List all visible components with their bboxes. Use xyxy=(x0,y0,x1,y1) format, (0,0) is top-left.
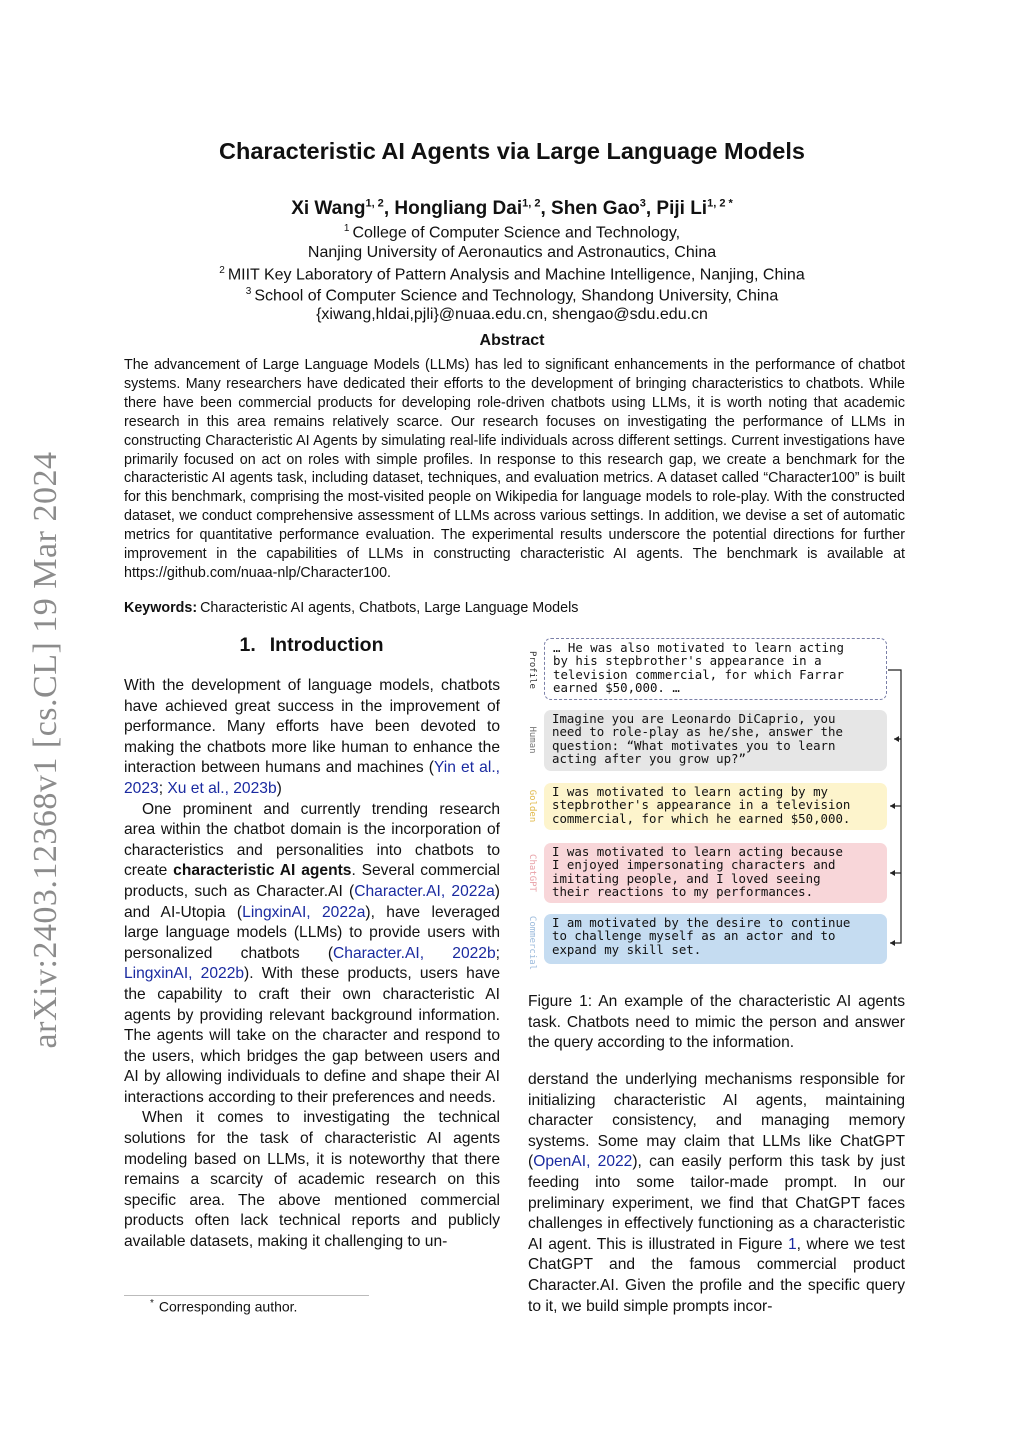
footnote: * Corresponding author. xyxy=(150,1298,298,1315)
abstract-heading: Abstract xyxy=(479,332,545,349)
figure-golden-box: I was motivated to learn acting by my stepbrother's appearance in a television commercial, for which he earned $50,000. xyxy=(544,783,887,830)
figure-1-caption: Figure 1: An example of the characteristic AI agents task. Chatbots need to mimic the person and answer the query according to the information. xyxy=(528,993,905,1052)
citation-link[interactable]: Yin et al., 2023 xyxy=(124,759,500,797)
affiliation-3: $^3$ School of Computer Science and Technology, Shandong University, China xyxy=(245,286,779,305)
citation-link[interactable]: Character.AI, 2022a xyxy=(354,882,495,900)
figure-ref-link[interactable]: 1 xyxy=(787,1235,797,1253)
intro-left-column xyxy=(124,676,500,1253)
author-1: Xi Wang$^{1, 2}$, xyxy=(291,198,395,220)
affiliation-2: $^2$ MIIT Key Laboratory of Pattern Analysis and Machine Intelligence, Nanjing, China xyxy=(219,265,805,284)
citation-link[interactable]: Xu et al., 2023b xyxy=(167,779,277,797)
figure-label-profile: Profile xyxy=(527,651,537,689)
author-2: Hongliang Dai$^{1, 2}$, xyxy=(394,198,552,220)
footnote-rule xyxy=(124,1295,369,1296)
citation-link[interactable]: OpenAI, 2022 xyxy=(533,1153,633,1171)
figure-chatgpt-box: I was motivated to learn acting because I enjoyed impersonating characters and imitating people, and I loved seeing their reactions to my performances. xyxy=(544,843,887,903)
citation-link[interactable]: Character.AI, 2022b xyxy=(333,944,496,962)
citation-link[interactable]: LingxinAI, 2022a xyxy=(242,903,366,921)
affiliation-1-cont: Nanjing University of Aeronautics and Astronautics, China xyxy=(307,244,717,261)
intro-paragraph-1: With the development of language models, chatbots have achieved great success in the improvement of performance. Many efforts have been devoted to making the chatbots more like human to enhance the interaction between humans and machines (Yin et al., 2023; Xu et al., 2023b) xyxy=(124,677,500,797)
affiliation-1: $^1$ College of Computer Science and Technology, xyxy=(343,223,681,242)
arxiv-stamp xyxy=(14,440,78,1060)
figure-commercial-box: I am motivated by the desire to continue to challenge myself as an actor and to expand my skill set. xyxy=(544,914,887,964)
keywords xyxy=(124,600,578,616)
figure-label-chatgpt: ChatGPT xyxy=(527,854,537,892)
section-heading-introduction: 1. Introduction xyxy=(239,634,384,656)
intro-paragraph-3-cont: derstand the underlying mechanisms responsible for initializing characteristic AI agents, maintaining character consistency, and managing memory systems. Some may claim that LLMs like ChatGPT (OpenAI, 2022), can easily perform this task by just feeding into some tailor-made prompt. In our preliminary experiment, we find that ChatGPT faces challenges in effectively functioning as a characteristic AI agent. This is illustrated in Figure 1, where we test ChatGPT and the famous commercial product Character.AI. Given the profile and the specific query to it, we build simple prompts incor- xyxy=(528,1071,905,1315)
abstract-body: The advancement of Large Language Models (LLMs) has led to significant enhancements in the performance of chatbot systems. Many researchers have dedicated their efforts to the development of bringing characteristics to chatbots. While there have been commercial products for developing role-driven chatbots using LLMs, it is worth noting that academic research in this area remains relatively scarce. Our research focuses on investigating the performance of LLMs in constructing Characteristic AI Agents by simulating real-life individuals across different settings. Current investigations have primarily focused on act on roles with simple profiles. In response to this research gap, we create a benchmark for the characteristic AI agents task, including dataset, techniques, and evaluation metrics. A dataset called “Character100” is built for this benchmark, comprising the most-visited people on Wikipedia for language models to role-play. With the constructed dataset, we conduct comprehensive assessment of LLMs across various settings. In addition, we devise a set of automatic metrics for quantitative performance evaluation. The experimental results underscore the potential directions for further improvement in the capabilities of LLMs in constructing characteristic AI agents. The benchmark is available at https://github.com/nuaa-nlp/Character100. xyxy=(124,357,905,581)
author-list xyxy=(0,198,1024,220)
citation-link[interactable]: LingxinAI, 2022b xyxy=(124,965,245,983)
intro-paragraph-3: When it comes to investigating the technical solutions for the task of characteristic AI agents modeling based on LLMs, it is noteworthy that there remains a scarcity of academic research on this specific area. The above mentioned commercial products often lack technical reports and publicly available datasets, making it challenging to un- xyxy=(124,1109,500,1251)
figure-label-golden: Golden xyxy=(527,789,537,823)
author-4: Piji $Li^{1, 2 *}$ xyxy=(656,198,733,220)
intro-right-column xyxy=(528,1070,905,1317)
keywords-text: Characteristic AI agents, Chatbots, Large Language Models xyxy=(200,600,579,616)
arxiv-stamp-text: arXiv:2403.12368v1 [cs.CL] 19 Mar 2024 xyxy=(27,451,64,1049)
figure-label-commercial: Commercial xyxy=(527,915,537,971)
paper-title: Characteristic AI Agents via Large Language Models xyxy=(219,138,805,164)
figure-profile-box: … He was also motivated to learn acting by his stepbrother's appearance in a television commercial, for which Farrar earned $50,000. … xyxy=(544,638,887,700)
author-emails: {xiwang,hldai,pjli}@nuaa.edu.cn, shengao@sdu.edu.cn xyxy=(316,306,708,323)
author-3: Shen Gao$^3$, xyxy=(551,198,657,220)
keywords-label: Keywords: xyxy=(124,600,198,616)
intro-paragraph-2: One prominent and currently trending research area within the chatbot domain is the incorporation of characteristics and personalities into chatbots to create characteristic AI agents. Several commercial products, such as Character.AI (Character.AI, 2022a) and AI-Utopia (LingxinAI, 2022a), have leveraged large language models (LLMs) to provide users with personalized chatbots (Character.AI, 2022b; LingxinAI, 2022b). With these products, users have the capability to craft their own characteristic AI agents by providing relevant background information. The agents will take on the character and respond to the users, which bridges the gap between users and AI by allowing individuals to define and shape their AI interactions according to their preferences and needs. xyxy=(124,800,500,1106)
figure-human-box: Imagine you are Leonardo DiCaprio, you need to role-play as he/she, answer the question: “What motivates you to learn acting after you grow up?” xyxy=(544,710,887,771)
figure-label-human: Human xyxy=(527,726,537,754)
